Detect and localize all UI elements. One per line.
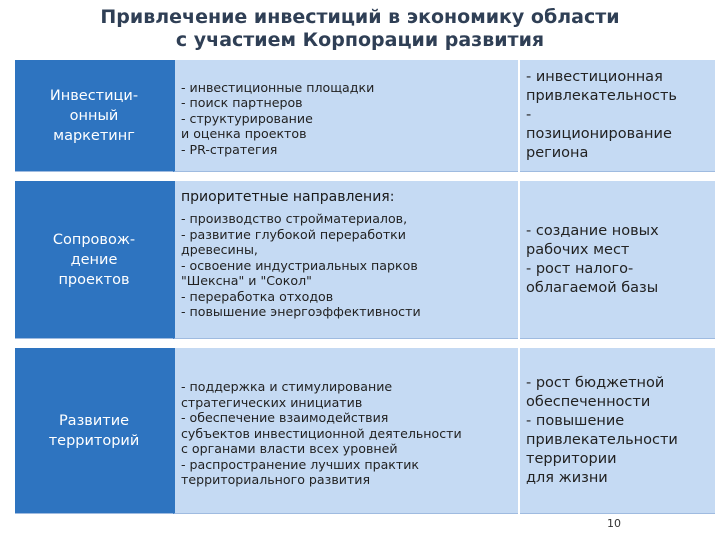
- page-number: 10: [607, 517, 621, 530]
- row-tasks: [173, 60, 518, 172]
- row-effects: [520, 181, 715, 339]
- table-row-territory-development: [15, 348, 715, 514]
- row-label-text: Развитие территорий: [48, 412, 140, 449]
- table-row-investment-marketing: [15, 60, 715, 172]
- row-divider: [15, 172, 715, 181]
- row-effects-text: - инвестиционная привлекательность - позиционирование региона: [526, 69, 677, 161]
- row-tasks-text: - инвестиционные площадки - поиск партнеров - структурирование и оценка проектов - PR-стратегия: [181, 79, 375, 157]
- row-effects: [520, 60, 715, 172]
- row-label: [15, 181, 173, 339]
- row-label-text: Инвестици- онный маркетинг: [49, 87, 139, 144]
- title-line-1: Привлечение инвестиций в экономику области: [100, 6, 620, 28]
- slide-title: [40, 6, 680, 52]
- title-line-2: с участием Корпорации развития: [175, 29, 545, 51]
- row-tasks-heading: приоритетные направления:: [181, 189, 395, 205]
- row-effects: [520, 348, 715, 514]
- row-tasks: [173, 348, 518, 514]
- row-label: [15, 348, 173, 514]
- row-divider: [15, 339, 715, 348]
- row-tasks-text: - поддержка и стимулирование стратегических инициатив - обеспечение взаимодействия субъектов инвестиционной деятельности с органами власти всех уровней - распространение лучших практик территориального развития: [181, 379, 462, 488]
- row-tasks-text: - производство стройматериалов, - развитие глубокой переработки древесины, - освоение индустриальных парков "Шексна" и "Сокол" - переработка отходов - повышение энергоэффективности: [181, 211, 421, 319]
- row-label: [15, 60, 173, 172]
- row-label-text: Сопровож- дение проектов: [52, 231, 136, 288]
- row-tasks: [173, 181, 518, 339]
- row-effects-text: - создание новых рабочих мест - рост налого- облагаемой базы: [526, 222, 659, 296]
- row-effects-text: - рост бюджетной обеспеченности - повышение привлекательности территории для жизни: [526, 374, 678, 486]
- table-row-project-support: [15, 181, 715, 339]
